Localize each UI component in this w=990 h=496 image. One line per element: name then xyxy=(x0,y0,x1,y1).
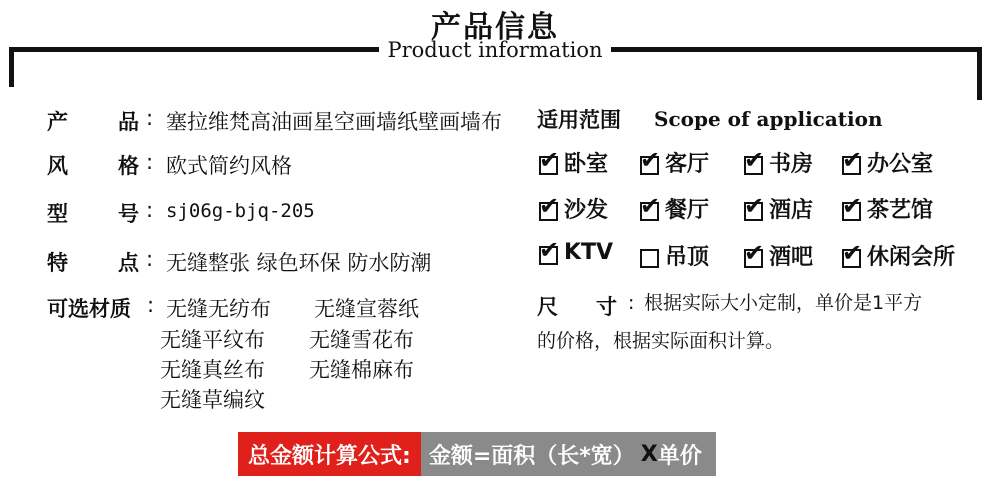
scope-item xyxy=(537,193,608,224)
page-title: 产品信息 xyxy=(431,10,559,45)
scope-item xyxy=(638,240,709,271)
scope-item-label: 书房 xyxy=(769,152,814,177)
empty-checkbox-icon xyxy=(638,245,662,267)
scope-item xyxy=(840,193,933,224)
spec-model-label-b: 号 xyxy=(118,202,139,226)
scope-item-label: 卧室 xyxy=(564,152,609,177)
scope-item xyxy=(742,240,813,271)
material-item: 无缝草编纹 xyxy=(160,388,265,412)
spec-model-value: sj06g-bjq-205 xyxy=(166,200,315,222)
formula-unit-price: 单价 xyxy=(657,443,702,469)
scope-item-label: 酒店 xyxy=(769,198,814,223)
checked-box-icon: ✔ xyxy=(539,235,560,264)
scope-item xyxy=(537,147,608,178)
materials-label: 可选材质 xyxy=(47,297,131,321)
checked-box-icon: ✔ xyxy=(640,145,661,174)
spec-model-label-a: 型 xyxy=(47,202,68,226)
checked-box-icon: ✔ xyxy=(744,238,765,267)
spec-style-label-a: 风 xyxy=(47,154,68,178)
formula-expr: 金额=面积（长*宽） xyxy=(428,443,635,469)
spec-feature-label-b: 点 xyxy=(118,251,139,275)
scope-item xyxy=(638,193,709,224)
size-text-line2: 的价格，根据实际面积计算。 xyxy=(537,330,785,352)
formula-times: X xyxy=(640,441,658,467)
material-item: 无缝无纺布 xyxy=(166,297,271,321)
spec-product-label-b: 品 xyxy=(118,110,139,134)
scope-item-label: 沙发 xyxy=(564,198,609,223)
checked-box-icon: ✔ xyxy=(539,191,560,220)
spec-style-label-b: 格 xyxy=(118,154,139,178)
scope-item xyxy=(742,193,813,224)
scope-item xyxy=(840,147,933,178)
size-colon: : xyxy=(628,292,635,314)
checked-box-icon: ✔ xyxy=(539,145,560,174)
scope-item-label: 茶艺馆 xyxy=(867,198,934,223)
spec-feature-value: 无缝整张 绿色环保 防水防潮 xyxy=(166,251,432,275)
scope-item xyxy=(840,240,955,271)
checked-box-icon: ✔ xyxy=(744,145,765,174)
scope-item-label: 吊顶 xyxy=(665,245,710,270)
material-item: 无缝平纹布 xyxy=(160,328,265,352)
spec-product-value: 塞拉维梵高油画星空画墙纸壁画墙布 xyxy=(166,110,502,134)
materials-colon: : xyxy=(147,293,155,317)
scope-item xyxy=(638,147,709,178)
scope-item-label: 办公室 xyxy=(867,152,934,177)
formula-expression xyxy=(421,432,716,476)
spec-product-label-a: 产 xyxy=(47,110,68,134)
scope-item-label: 酒吧 xyxy=(769,245,814,270)
size-text-line1: 根据实际大小定制，单价是1平方 xyxy=(644,292,923,314)
scope-title-en: Scope of application xyxy=(654,107,883,131)
material-item: 无缝宣蓉纸 xyxy=(314,297,419,321)
material-item: 无缝雪花布 xyxy=(309,328,414,352)
scope-item-label: 休闲会所 xyxy=(867,245,956,270)
size-label-a: 尺 xyxy=(537,295,558,319)
checked-box-icon: ✔ xyxy=(842,191,863,220)
material-item: 无缝棉麻布 xyxy=(309,358,414,382)
scope-title-cn: 适用范围 xyxy=(537,108,621,132)
scope-item xyxy=(742,147,813,178)
spec-style-colon: : xyxy=(146,150,154,174)
spec-product-colon: : xyxy=(146,106,154,130)
formula-label: 总金额计算公式: xyxy=(238,432,421,476)
spec-feature-label-a: 特 xyxy=(47,251,68,275)
scope-item-label: 餐厅 xyxy=(665,198,710,223)
scope-item-label: 客厅 xyxy=(665,152,710,177)
checked-box-icon: ✔ xyxy=(640,191,661,220)
checked-box-icon: ✔ xyxy=(744,191,765,220)
page-subtitle: Product information xyxy=(387,38,603,62)
spec-model-colon: : xyxy=(146,198,154,222)
scope-item xyxy=(537,235,614,265)
size-label-b: 寸 xyxy=(596,295,617,319)
checked-box-icon: ✔ xyxy=(842,238,863,267)
material-item: 无缝真丝布 xyxy=(160,358,265,382)
scope-item-label: KTV xyxy=(564,240,614,265)
spec-style-value: 欧式简约风格 xyxy=(166,154,292,178)
spec-feature-colon: : xyxy=(146,247,154,271)
price-formula-bar xyxy=(238,432,716,476)
checked-box-icon: ✔ xyxy=(842,145,863,174)
